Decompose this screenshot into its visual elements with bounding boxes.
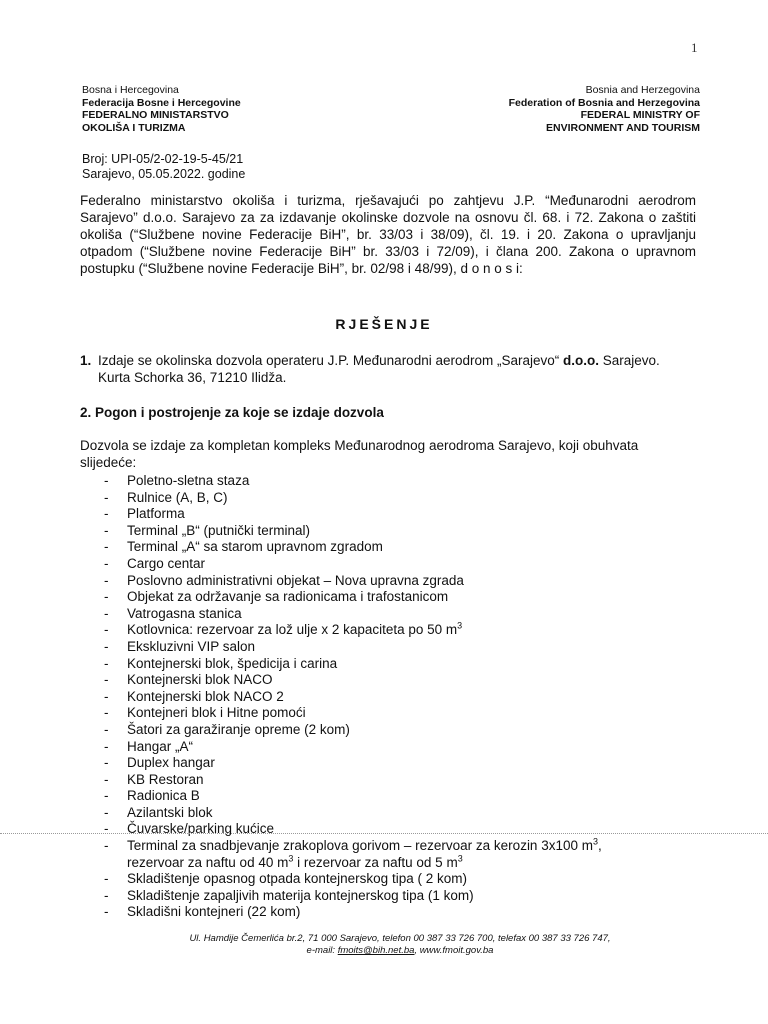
list-item: - Duplex hangar	[102, 755, 702, 772]
header-right-country: Bosnia and Herzegovina	[585, 84, 700, 96]
list-item: - Kontejnerski blok NACO	[102, 672, 702, 689]
list-item-kotlovnica	[102, 622, 702, 639]
list-item: - KB Restoran	[102, 772, 702, 789]
list-item: - Azilantski blok	[102, 805, 702, 822]
header-right-federation: Federation of Bosnia and Herzegovina	[508, 96, 700, 109]
header-right-ministry-sub: ENVIRONMENT AND TOURISM	[545, 121, 700, 134]
point-1-company-form: d.o.o.	[563, 353, 600, 368]
list-item: - Cargo centar	[102, 556, 702, 573]
list-item: - Poslovno administrativni objekat – Nova upravna zgrada	[102, 573, 702, 590]
list-item: - Rulnice (A, B, C)	[102, 490, 702, 507]
list-item: - Šatori za garažiranje opreme (2 kom)	[102, 722, 702, 739]
footer-contact	[120, 945, 680, 957]
facility-list	[102, 473, 702, 921]
list-item: - Ekskluzivni VIP salon	[102, 639, 702, 656]
document-title: RJEŠENJE	[335, 316, 433, 332]
reference-block	[82, 152, 245, 182]
fuel-terminal-comma: ,	[598, 838, 602, 854]
place-date: Sarajevo, 05.05.2022. godine	[82, 167, 246, 181]
list-item: - Skladišni kontejneri (22 kom)	[102, 904, 702, 921]
header-left-ministry: FEDERALNO MINISTARSTVO	[82, 109, 229, 121]
fuel-terminal-sup-2: 3	[288, 853, 294, 864]
list-item: - Čuvarske/parking kućice	[102, 821, 702, 838]
kotlovnica-unit-sup: 3	[457, 620, 463, 631]
list-item: - Terminal „B“ (putnički terminal)	[102, 523, 702, 540]
list-item: - Radionica B	[102, 788, 702, 805]
list-item: - Poletno-sletna staza	[102, 473, 702, 490]
preamble-paragraph: Federalno ministarstvo okoliša i turizma, rješavajući po zahtjevu J.P. “Međunarodni aerodrom Sarajevo” d.o.o. Sarajevo za za izdavanje okolinske dozvole na osnovu čl. 68. i 72. Zakona o zaštiti okoliša (“Službene novine Federacije BiH”, br. 33/03 i 38/09), čl. 19. i 20. Zakona o upravljanju otpadom (“Službene novine Federacije BiH” br. 33/03 i 72/09), i člana 200. Zakona o upravnom postupku (“Službene novine Federacije BiH”, br. 02/98 i 48/99), d o n o s i:	[80, 193, 696, 276]
fuel-terminal-sup-3: 3	[457, 853, 463, 864]
header-left-country: Bosna i Hercegovina	[82, 84, 179, 96]
list-item: - Kontejneri blok i Hitne pomoći	[102, 705, 702, 722]
point-1	[80, 352, 680, 386]
list-item: - Vatrogasna stanica	[102, 606, 702, 623]
header-right	[509, 84, 700, 134]
fuel-terminal-text-d: i rezervoar za naftu od 5 m	[293, 854, 458, 870]
list-item-fuel-terminal	[102, 838, 702, 871]
point-1-text-b: Sarajevo. Kurta Schorka 36, 71210 Ilidža.	[98, 353, 660, 385]
kotlovnica-text: Kotlovnica: rezervoar za lož ulje x 2 kapaciteta po 50 m	[127, 622, 458, 638]
header-left-federation: Federacija Bosne i Hercegovine	[82, 96, 241, 109]
fuel-terminal-text-a: Terminal za snadbjevanje zrakoplova gorivom – rezervoar za kerozin 3x100 m	[127, 838, 593, 854]
page-number: 1	[691, 40, 698, 55]
footer-website[interactable]: , www.fmoit.gov.ba	[414, 945, 494, 956]
fuel-terminal-sup-1: 3	[592, 836, 598, 847]
section-2-heading: 2. Pogon i postrojenje za koje se izdaje dozvola	[80, 405, 384, 420]
point-1-text	[98, 352, 680, 386]
footer-email-label: e-mail:	[306, 945, 338, 956]
header-right-ministry: FEDERAL MINISTRY OF	[580, 109, 700, 121]
footer-address: Ul. Hamdije Čemerlića br.2, 71 000 Sarajevo, telefon 00 387 33 726 700, telefax 00 387 33 726 747,	[189, 933, 611, 944]
list-item: - Platforma	[102, 506, 702, 523]
reference-number: Broj: UPI-05/2-02-19-5-45/21	[82, 152, 244, 166]
list-item: - Skladištenje zapaljivih materija kontejnerskog tipa (1 kom)	[102, 888, 702, 905]
list-item: - Kontejnerski blok, špedicija i carina	[102, 656, 702, 673]
footer	[120, 933, 680, 957]
point-1-number: 1.	[80, 353, 92, 368]
section-2-intro: Dozvola se izdaje za kompletan kompleks Međunarodnog aerodroma Sarajevo, koji obuhvata slijedeće:	[80, 438, 639, 470]
list-item: - Terminal „A“ sa starom upravnom zgradom	[102, 539, 702, 556]
scan-artifact-line	[0, 833, 768, 834]
list-item: - Skladištenje opasnog otpada kontejnerskog tipa ( 2 kom)	[102, 871, 702, 888]
list-item: - Hangar „A“	[102, 739, 702, 756]
point-1-text-a: Izdaje se okolinska dozvola operateru J.P. Međunarodni aerodrom „Sarajevo“	[98, 353, 564, 368]
list-item: - Objekat za održavanje sa radionicama i trafostanicom	[102, 589, 702, 606]
list-item: - Kontejnerski blok NACO 2	[102, 689, 702, 706]
fuel-terminal-text-c: rezervoar za naftu od 40 m	[127, 854, 289, 870]
footer-email-link[interactable]: fmoits@bih.net.ba	[337, 945, 415, 956]
header-left-ministry-sub: OKOLIŠA I TURIZMA	[82, 121, 186, 134]
header-left	[82, 84, 241, 134]
